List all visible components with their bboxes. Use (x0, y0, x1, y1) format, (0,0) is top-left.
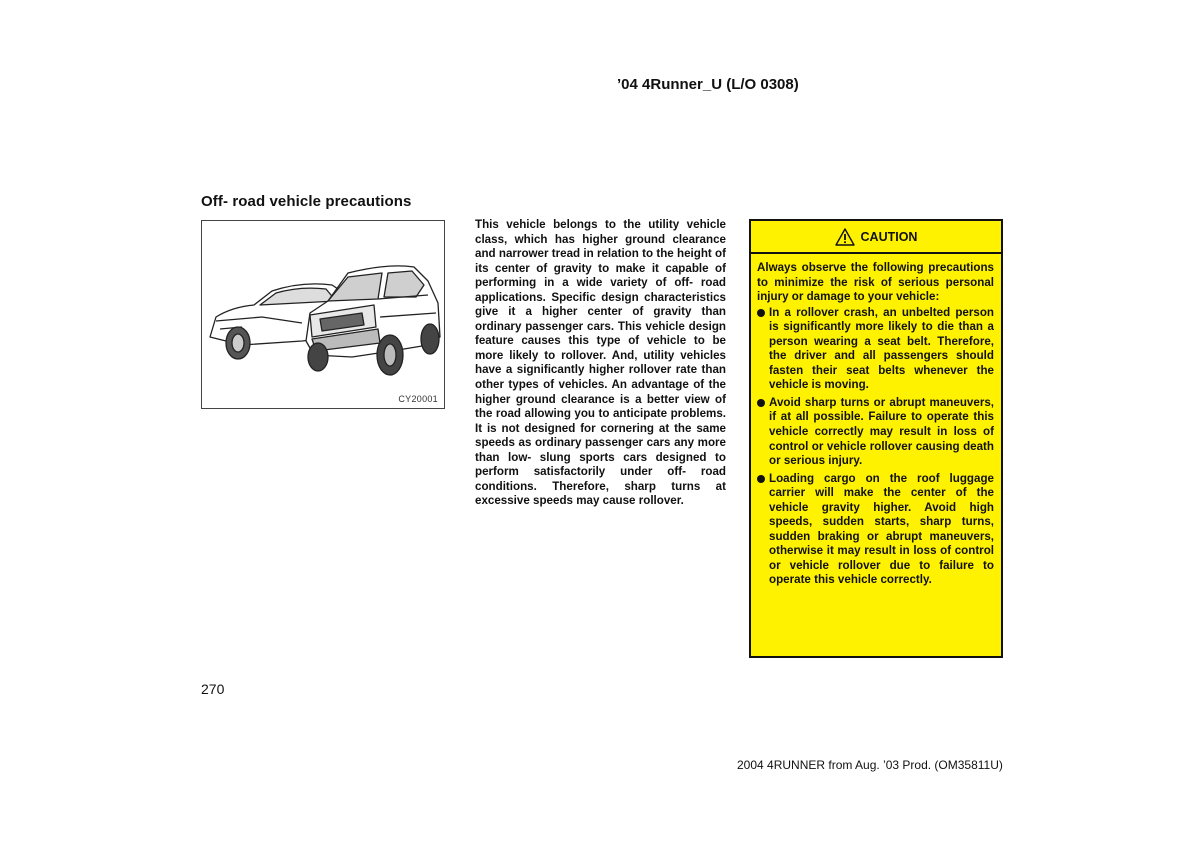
caution-item-text: Loading cargo on the roof luggage carrier will make the center of the vehicle gravity higher. Avoid high speeds, sudden starts, sharp turns, sudden braking or abrupt maneuvers, otherwise it may result in loss of control or vehicle rollover due to failure to operate this vehicle correctly. (769, 471, 994, 587)
caution-item (757, 306, 994, 393)
bullet-dot-icon (757, 475, 765, 483)
vehicle-illustration (201, 220, 445, 409)
caution-list (757, 306, 994, 588)
document-header-title: ’04 4Runner_U (L/O 0308) (617, 76, 799, 93)
caution-item-text: Avoid sharp turns or abrupt maneuvers, if at all possible. Failure to operate this vehicle correctly may result in loss of control or vehicle rollover causing death or serious injury. (769, 395, 994, 468)
utility-vehicle-drawing (306, 266, 440, 375)
caution-item (757, 396, 994, 469)
bullet-dot-icon (757, 309, 765, 317)
body-paragraph: This vehicle belongs to the utility vehicle class, which has higher ground clearance and narrower tread in relation to the height of its center of gravity to make it capable of performing in a wide variety of off- road applications. Specific design characteristics give it a higher center of gravity than ordinary passenger cars. This vehicle design feature causes this type of vehicle to be more likely to rollover. And, utility vehicles have a significantly higher rollover rate than other types of vehicles. An advantage of the higher ground clearance is a better view of the road allowing you to anticipate problems. It is not designed for cornering at the same speeds as ordinary passenger cars any more than low- slung sports cars designed to perform satisfactorily under off- road conditions. Therefore, sharp turns at excessive speeds may cause rollover. (475, 218, 726, 508)
caution-header (751, 221, 1001, 254)
section-heading: Off- road vehicle precautions (201, 193, 412, 210)
caution-intro: Always observe the following precautions to minimize the risk of serious personal injury or damage to your vehicle: (757, 261, 994, 304)
figure-code-label: CY20001 (398, 394, 438, 404)
caution-title: CAUTION (860, 229, 918, 244)
caution-body (751, 254, 1001, 588)
footer-edition-note: 2004 4RUNNER from Aug. ’03 Prod. (OM35811U) (737, 758, 1003, 772)
caution-item (757, 472, 994, 588)
caution-panel (749, 219, 1003, 658)
bullet-dot-icon (757, 399, 765, 407)
car-and-suv-drawing (202, 221, 444, 408)
caution-item-text: In a rollover crash, an unbelted person is significantly more likely to die than a person wearing a seat belt. Therefore, the driver and all passengers should fasten their seat belts whenever the vehicle is moving. (769, 305, 994, 392)
page-number: 270 (201, 681, 225, 697)
warning-triangle-icon (835, 228, 855, 246)
